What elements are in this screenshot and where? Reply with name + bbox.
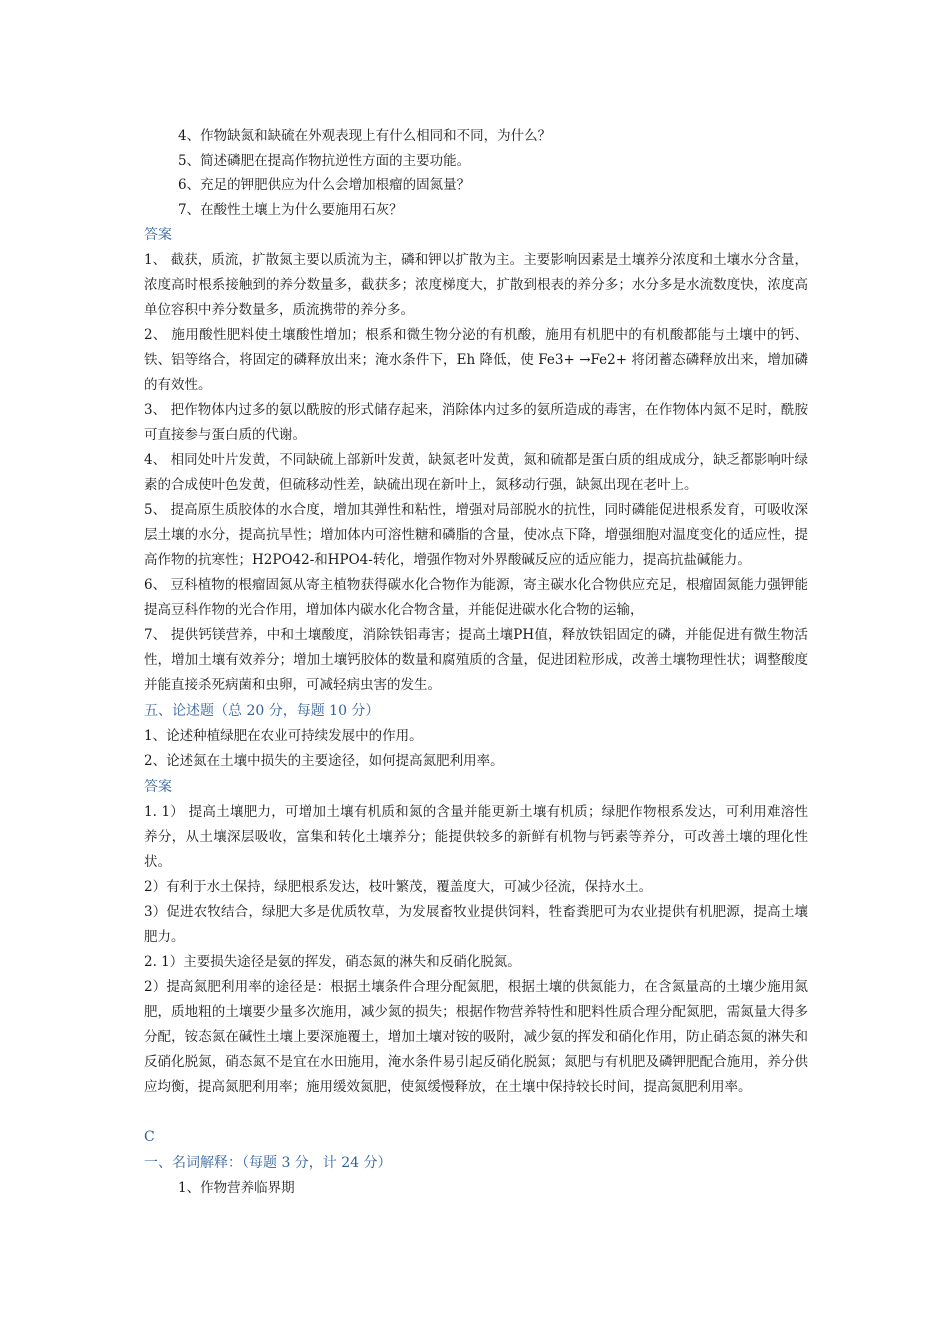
answer-2-2: 2）有利于水土保持，绿肥根系发达，枝叶繁茂，覆盖度大，可减少径流，保持水土。 xyxy=(144,879,653,895)
answer-label-2: 答案 xyxy=(144,779,172,795)
answer-1-1: 1、 截获，质流，扩散氮主要以质流为主，磷和钾以扩散为主。主要影响因素是土壤养分浓度和土壤水分含量，浓度高时根系接触到的养分数量多，截获多；浓度梯度大，扩散到根表的养分多；水分多是水流数度快，浓度高单位容积中养分数量多，质流携带的养分多。 xyxy=(144,252,808,318)
section5-question-2: 2、论述氮在土壤中损失的主要途径，如何提高氮肥利用率。 xyxy=(144,753,504,769)
section-c-label: C xyxy=(144,1129,155,1145)
answer-1-5: 5、 提高原生质胶体的水合度，增加其弹性和粘性，增强对局部脱水的抗性，同时磷能促进根系发育，可吸收深层土壤的水分，提高抗旱性；增加体内可溶性糖和磷脂的含量，使冰点下降，增强细胞对温度变化的适应性，提高作物的抗寒性；H2PO42-和HPO4-转化，增强作物对外界酸碱反应的适应能力，提高抗盐碱能力。 xyxy=(144,502,808,568)
answer-1-6: 6、 豆科植物的根瘤固氮从寄主植物获得碳水化合物作为能源，寄主碳水化合物供应充足，根瘤固氮能力强钾能提高豆科作物的光合作用，增加体内碳水化合物含量，并能促进碳水化合物的运输， xyxy=(144,577,808,618)
answer-2-5: 2）提高氮肥利用率的途径是：根据土壤条件合理分配氮肥，根据土壤的供氮能力，在含氮量高的土壤少施用氮肥，质地粗的土壤要少量多次施用，减少氮的损失；根据作物营养特性和肥料性质合理分配氮肥，需氮量大得多分配，铵态氮在碱性土壤上要深施覆土，增加土壤对铵的吸附，减少氨的挥发和硝化作用，防止硝态氮的淋失和反硝化脱氮，硝态氮不是宜在水田施用，淹水条件易引起反硝化脱氮；氮肥与有机肥及磷钾肥配合施用，养分供应均衡，提高氮肥利用率；施用缓效氮肥，使氮缓慢释放，在土壤中保持较长时间，提高氮肥利用率。 xyxy=(144,979,808,1095)
section5-question-1: 1、论述种植绿肥在农业可持续发展中的作用。 xyxy=(144,728,423,744)
answer-2-3: 3）促进农牧结合，绿肥大多是优质牧草，为发展畜牧业提供饲料，牲畜粪肥可为农业提供有机肥源，提高土壤肥力。 xyxy=(144,904,808,945)
section5-heading: 五、论述题（总 20 分，每题 10 分） xyxy=(144,703,380,719)
section1-heading: 一、名词解释：（每题 3 分，计 24 分） xyxy=(144,1155,392,1171)
question-5: 5、简述磷肥在提高作物抗逆性方面的主要功能。 xyxy=(178,152,471,169)
answer-1-4: 4、 相同处叶片发黄，不同缺硫上部新叶发黄，缺氮老叶发黄，氮和硫都是蛋白质的组成成分，缺乏都影响叶绿素的合成使叶色发黄，但硫移动性差，缺硫出现在新叶上，氮移动行强，缺氮出现在老叶上。 xyxy=(144,452,808,493)
document-content xyxy=(144,124,808,1201)
answer-2-4: 2. 1）主要损失途径是氨的挥发，硝态氮的淋失和反硝化脱氮。 xyxy=(144,954,521,970)
answer-1-7: 7、 提供钙镁营养，中和土壤酸度，消除铁铝毒害；提高土壤PH值，释放铁铝固定的磷，并能促进有微生物活性，增加土壤有效养分；增加土壤钙胶体的数量和腐殖质的含量，促进团粒形成，改善土壤物理性状；调整酸度并能直接杀死病菌和虫卵，可减轻病虫害的发生。 xyxy=(144,627,808,693)
spacer xyxy=(144,1100,808,1124)
question-6: 6、充足的钾肥供应为什么会增加根瘤的固氮量？ xyxy=(178,177,471,193)
answer-1-2: 2、 施用酸性肥料使土壤酸性增加；根系和微生物分泌的有机酸，施用有机肥中的有机酸都能与土壤中的钙、铁、铝等络合，将固定的磷释放出来；淹水条件下，Eh 降低，使 Fe3+ →Fe2+ 将闭蓄态磷释放出来，增加磷的有效性。 xyxy=(144,327,808,393)
section1-item-1: 1、作物营养临界期 xyxy=(178,1180,295,1196)
answer-label-1: 答案 xyxy=(144,227,172,243)
question-7: 7、在酸性土壤上为什么要施用石灰？ xyxy=(178,201,403,218)
answer-1-3: 3、 把作物体内过多的氨以酰胺的形式储存起来，消除体内过多的氨所造成的毒害，在作物体内氮不足时，酰胺可直接参与蛋白质的代谢。 xyxy=(144,402,808,443)
answer-2-1: 1. 1） 提高土壤肥力，可增加土壤有机质和氮的含量并能更新土壤有机质；绿肥作物根系发达，可利用难溶性养分，从土壤深层吸收，富集和转化土壤养分；能提供较多的新鲜有机物与钙素等养分，可改善土壤的理化性状。 xyxy=(144,804,808,870)
question-4: 4、作物缺氮和缺硫在外观表现上有什么相同和不同，为什么？ xyxy=(178,128,552,144)
